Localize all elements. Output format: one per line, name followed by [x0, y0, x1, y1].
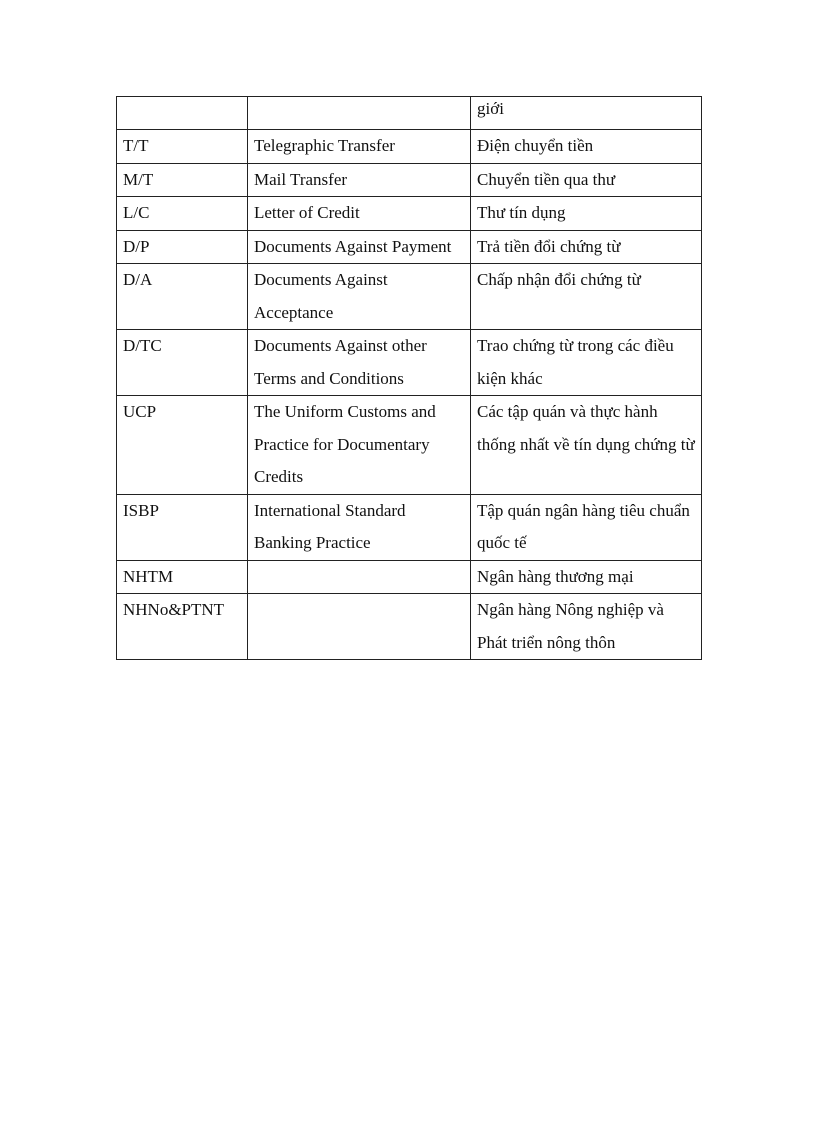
english-term-cell: Documents Against Payment: [248, 230, 471, 264]
abbr-cell: D/TC: [117, 330, 248, 396]
table-row: [117, 230, 702, 264]
abbr-cell: L/C: [117, 197, 248, 231]
vietnamese-term-cell: Trả tiền đổi chứng từ: [471, 230, 702, 264]
abbr-cell: T/T: [117, 130, 248, 164]
english-term-cell: The Uniform Customs and Practice for Documentary Credits: [248, 396, 471, 495]
abbr-cell: ISBP: [117, 494, 248, 560]
table-row: [117, 594, 702, 660]
vietnamese-term-cell: Ngân hàng Nông nghiệp và Phát triển nông thôn: [471, 594, 702, 660]
vietnamese-term-cell: Điện chuyển tiền: [471, 130, 702, 164]
abbreviation-table: [116, 96, 702, 660]
vietnamese-term-cell: Các tập quán và thực hành thống nhất về tín dụng chứng từ: [471, 396, 702, 495]
english-term-cell: Mail Transfer: [248, 163, 471, 197]
table-row: [117, 97, 702, 130]
vietnamese-term-cell: Chuyển tiền qua thư: [471, 163, 702, 197]
english-term-cell: Letter of Credit: [248, 197, 471, 231]
abbr-cell: D/A: [117, 264, 248, 330]
vietnamese-term-cell: Trao chứng từ trong các điều kiện khác: [471, 330, 702, 396]
vietnamese-term-cell: Tập quán ngân hàng tiêu chuẩn quốc tế: [471, 494, 702, 560]
english-term-cell: [248, 97, 471, 130]
abbr-cell: D/P: [117, 230, 248, 264]
english-term-cell: [248, 560, 471, 594]
english-term-cell: International Standard Banking Practice: [248, 494, 471, 560]
abbr-cell: NHTM: [117, 560, 248, 594]
english-term-cell: Documents Against Acceptance: [248, 264, 471, 330]
vietnamese-term-cell: Chấp nhận đổi chứng từ: [471, 264, 702, 330]
table-row: [117, 560, 702, 594]
table-row: [117, 494, 702, 560]
vietnamese-term-cell: Ngân hàng thương mại: [471, 560, 702, 594]
english-term-cell: Telegraphic Transfer: [248, 130, 471, 164]
table-row: [117, 264, 702, 330]
table-row: [117, 130, 702, 164]
table-row: [117, 197, 702, 231]
table-row: [117, 396, 702, 495]
abbr-cell: UCP: [117, 396, 248, 495]
vietnamese-term-cell: Thư tín dụng: [471, 197, 702, 231]
english-term-cell: [248, 594, 471, 660]
abbr-cell: [117, 97, 248, 130]
abbr-cell: M/T: [117, 163, 248, 197]
abbr-cell: NHNo&PTNT: [117, 594, 248, 660]
vietnamese-term-cell: giới: [471, 97, 702, 130]
english-term-cell: Documents Against other Terms and Conditions: [248, 330, 471, 396]
table-row: [117, 330, 702, 396]
table-row: [117, 163, 702, 197]
